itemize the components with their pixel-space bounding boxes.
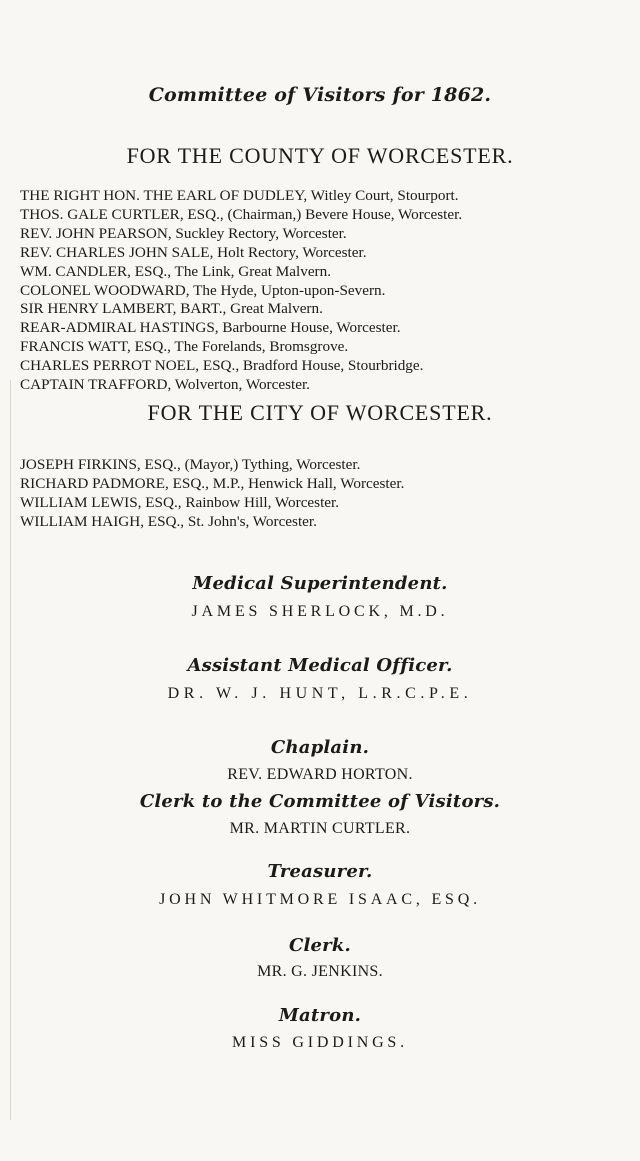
officer-name-treasurer: JOHN WHITMORE ISAAC, ESQ. [159,891,481,908]
city-members-list [20,456,635,532]
list-item: THOS. GALE CURTLER, ESQ., (Chairman,) Bevere House, Worcester. [20,205,463,223]
list-item: THE RIGHT HON. THE EARL OF DUDLEY, Witley Court, Stourport. [20,187,459,204]
list-item: COLONEL WOODWARD, The Hyde, Upton-upon-Severn. [20,281,386,299]
county-heading: FOR THE COUNTY OF WORCESTER. [126,143,514,168]
county-members-list [20,187,635,395]
officer-title-treasurer: Treasurer. [267,861,373,882]
officer-name-medical-superintendent: JAMES SHERLOCK, M.D. [191,603,449,620]
list-item: FRANCIS WATT, ESQ., The Forelands, Bromsgrove. [20,338,349,356]
officer-title-matron: Matron. [278,1005,362,1026]
officer-name-clerk-to-committee: MR. MARTIN CURTLER. [229,820,411,837]
list-item: REV. JOHN PEARSON, Suckley Rectory, Worcester. [20,224,347,242]
list-item: CAPTAIN TRAFFORD, Wolverton, Worcester. [20,376,310,394]
list-item: CHARLES PERROT NOEL, ESQ., Bradford House, Stourbridge. [20,357,424,375]
officer-name-chaplain: REV. EDWARD HORTON. [227,766,413,783]
list-item: REV. CHARLES JOHN SALE, Holt Rectory, Worcester. [20,243,367,261]
officer-title-clerk-to-committee: Clerk to the Committee of Visitors. [139,791,501,812]
list-item: REAR-ADMIRAL HASTINGS, Barbourne House, Worcester. [20,319,401,337]
officer-name-clerk: MR. G. JENKINS. [257,963,383,980]
list-item: JOSEPH FIRKINS, ESQ., (Mayor,) Tything, Worcester. [20,456,361,473]
officer-title-assistant-medical-officer: Assistant Medical Officer. [187,655,453,676]
list-item: RICHARD PADMORE, ESQ., M.P., Henwick Hall, Worcester. [20,474,405,492]
list-item: WILLIAM HAIGH, ESQ., St. John's, Worcester. [20,512,317,530]
list-item: SIR HENRY LAMBERT, BART., Great Malvern. [20,300,323,318]
officer-title-chaplain: Chaplain. [270,737,370,758]
page-title: Committee of Visitors for 1862. [148,84,492,106]
officer-title-medical-superintendent: Medical Superintendent. [192,573,448,594]
list-item: WM. CANDLER, ESQ., The Link, Great Malvern. [20,262,332,280]
officer-name-matron: MISS GIDDINGS. [232,1034,408,1051]
officer-name-assistant-medical-officer: DR. W. J. HUNT, L.R.C.P.E. [167,685,473,702]
officer-title-clerk: Clerk. [288,935,352,956]
city-heading: FOR THE CITY OF WORCESTER. [147,400,493,425]
list-item: WILLIAM LEWIS, ESQ., Rainbow Hill, Worcester. [20,493,340,511]
